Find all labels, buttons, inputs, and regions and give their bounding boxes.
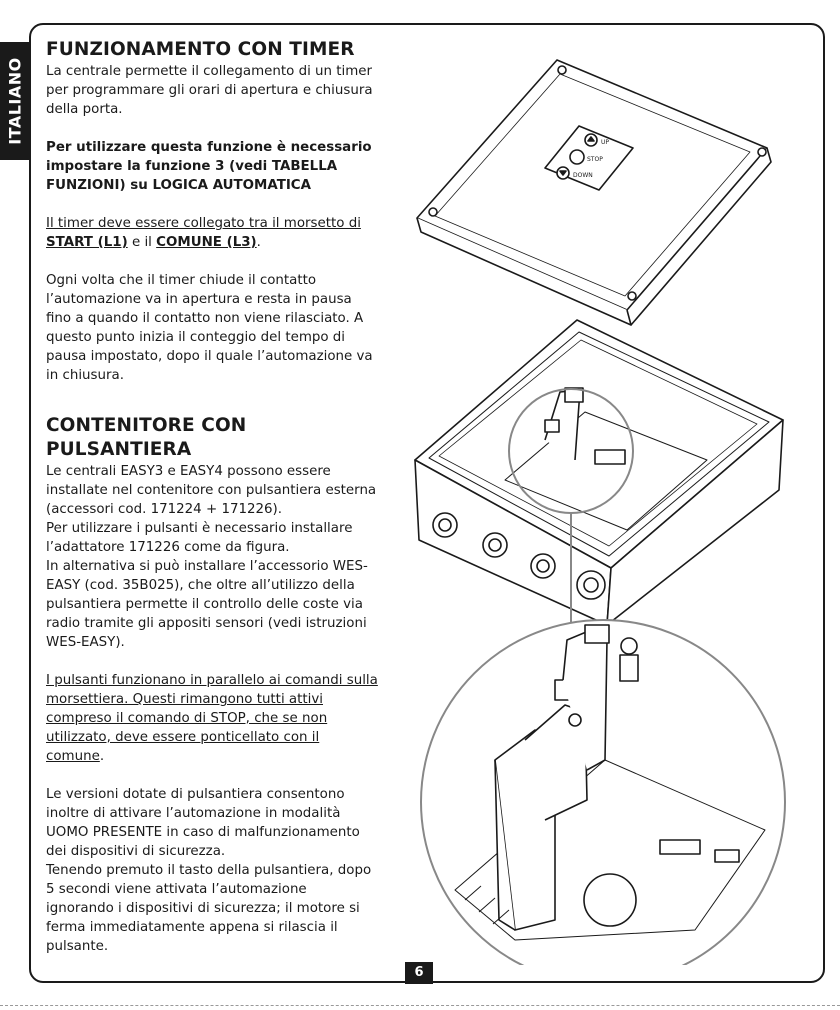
- timer-wiring: Il timer deve essere collegato tra il morsetto di START (L1) e il COMUNE (L3).: [46, 216, 361, 250]
- pulsantiera-p1: Le centrali EASY3 e EASY4 possono essere installate nel contenitore con pulsantiera esterna (accessori cod. 171224 + 171226).: [46, 464, 377, 517]
- text-column: [46, 38, 378, 956]
- detail-illustration: [421, 620, 785, 965]
- lid-label-stop: STOP: [587, 156, 603, 163]
- language-tab-label: ITALIANO: [5, 57, 24, 145]
- timer-intro: La centrale permette il collegamento di un timer per programmare gli orari di apertura e chiusura della porta.: [46, 64, 373, 117]
- timer-behaviour: Ogni volta che il timer chiude il contatto l’automazione va in apertura e resta in pausa fino a quando il contatto non viene rilasciato. A questo punto inizia il conteggio del tempo di pausa impostato, dopo il quale l’automazione va in chiusura.: [46, 273, 373, 383]
- language-tab: [0, 42, 29, 160]
- lid-label-down: DOWN: [573, 172, 593, 179]
- pulsantiera-p3: In alternativa si può installare l’accessorio WES-EASY (cod. 35B025), che oltre all’utilizzo della pulsantiera permette il controllo delle coste via radio tramite gli appositi sensori (vedi istruzioni WES-EASY).: [46, 559, 368, 650]
- section-title-pulsantiera: CONTENITORE CON PULSANTIERA: [46, 415, 247, 460]
- pulsantiera-p5: Tenendo premuto il tasto della pulsantiera, dopo 5 secondi viene attivata l’automazione ignorando i dispositivi di sicurezza; il motore si ferma immediatamente appena si rilascia il pulsante.: [46, 863, 372, 954]
- section-title-timer: FUNZIONAMENTO CON TIMER: [46, 39, 355, 60]
- pulsantiera-p4: Le versioni dotate di pulsantiera consentono inoltre di attivare l’automazione in modalità UOMO PRESENTE in caso di malfunzionamento dei dispositivi di sicurezza.: [46, 787, 360, 859]
- pulsantiera-p2: Per utilizzare i pulsanti è necessario installare l’adattatore 171226 come da figura.: [46, 521, 353, 555]
- lid-illustration: [417, 60, 771, 325]
- page-number: 6: [405, 962, 433, 984]
- enclosure-figure: [395, 40, 815, 965]
- bottom-rule: [0, 1005, 840, 1007]
- pulsantiera-underlined: I pulsanti funzionano in parallelo ai comandi sulla morsettiera. Questi rimangono tutti attivi compreso il comando di STOP, che se non utilizzato, deve essere ponticellato con il comune.: [46, 673, 378, 764]
- lid-label-up: UP: [601, 139, 610, 146]
- box-illustration: [415, 320, 783, 625]
- timer-bold-note: Per utilizzare questa funzione è necessario impostare la funzione 3 (vedi TABELLA FUNZIONI) su LOGICA AUTOMATICA: [46, 140, 372, 193]
